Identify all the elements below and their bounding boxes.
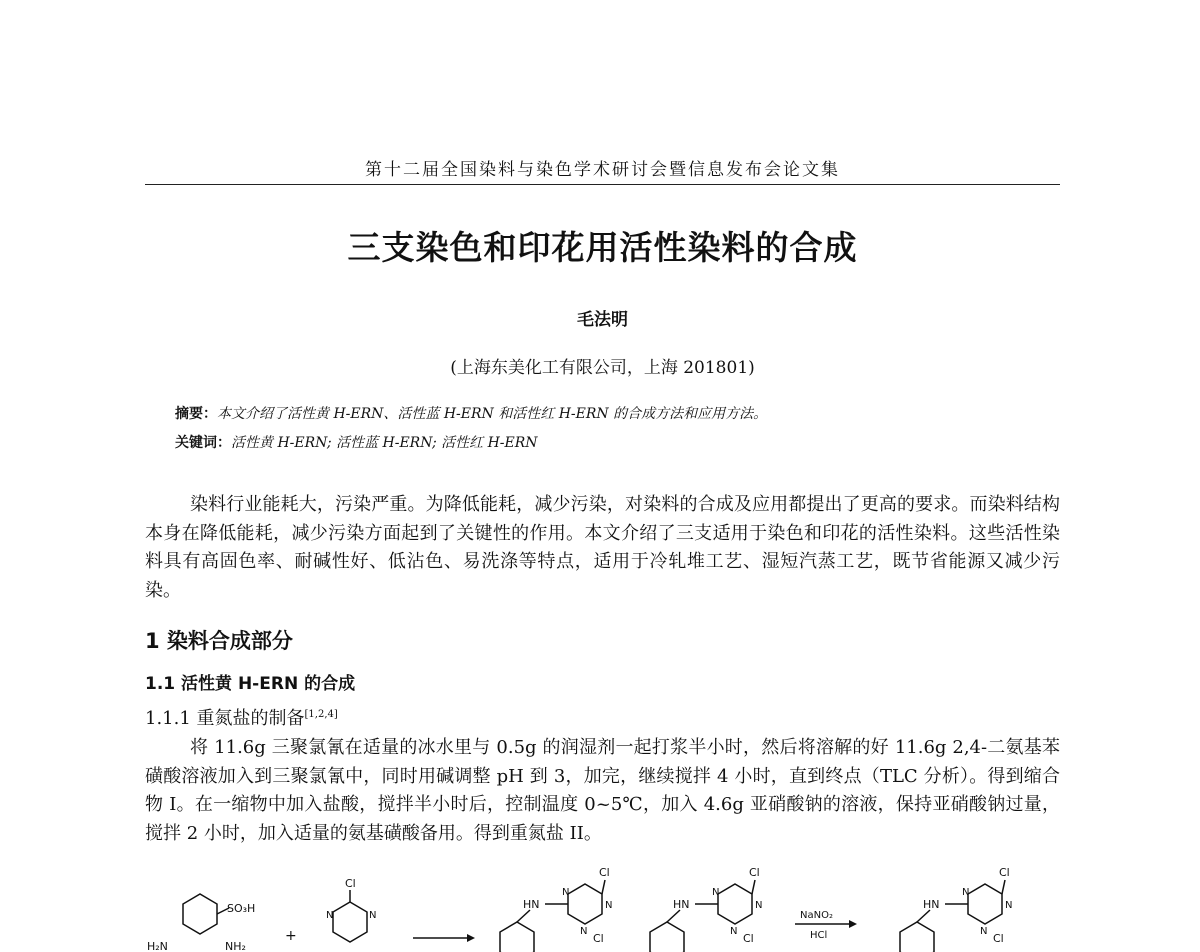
hn-label-1: HN (523, 898, 540, 911)
condensate-2 (650, 880, 755, 952)
method-section (145, 734, 1060, 848)
hn-label-3: HN (923, 898, 940, 911)
nh2-label: NH₂ (225, 940, 246, 952)
cl-label-2: Cl (599, 866, 610, 879)
cl-label-4: Cl (749, 866, 760, 879)
abstract-label: 摘要： (175, 406, 217, 422)
n-label-4: N (605, 900, 613, 911)
n-label-11: N (980, 926, 988, 937)
nano2-label: NaNO₂ (800, 910, 833, 921)
h2n-label: H₂N (147, 940, 168, 952)
subsubsection-heading (145, 704, 338, 730)
abstract (175, 403, 767, 423)
condensate-1 (500, 880, 605, 952)
intro-paragraph: 染料行业能耗大，污染严重。为降低能耗，减少污染，对染料的合成及应用都提出了更高的要求。而染料结构本身在降低能耗，减少污染方面起到了关键性的作用。本文介绍了三支适用于染色和印花的活性染料。这些活性染料具有高固色率、耐碱性好、低沾色、易洗涤等特点，适用于冷轧堆工艺、湿短汽蒸工艺，既节省能源又减少污染。 (145, 494, 1060, 601)
n-label-7: N (755, 900, 763, 911)
cl-label-7: Cl (993, 932, 1004, 945)
n-label-6: N (712, 887, 720, 898)
cl-label-5: Cl (743, 932, 754, 945)
n-label-2: N (369, 910, 377, 921)
cl-label-6: Cl (999, 866, 1010, 879)
n-label-1: N (326, 910, 334, 921)
section-heading: 1 染料合成部分 (145, 629, 293, 653)
subsection-heading: 1.1 活性黄 H-ERN 的合成 (145, 674, 356, 694)
keywords-label: 关键词： (175, 435, 231, 451)
diazonium-product (900, 880, 1005, 952)
subsubsection-title: 1.1.1 重氮盐的制备 (145, 708, 305, 729)
author: 毛法明 (577, 310, 628, 330)
reaction-scheme (145, 862, 1065, 952)
n-label-3: N (562, 887, 570, 898)
keywords (175, 432, 538, 452)
n-label-8: N (730, 926, 738, 937)
n-label-9: N (962, 887, 970, 898)
cyanuric-chloride (333, 890, 367, 942)
running-head: 第十二届全国染料与染色学术研讨会暨信息发布会论文集 (365, 160, 840, 180)
hcl-label: HCl (810, 930, 828, 941)
abstract-text: 本文介绍了活性黄 H-ERN、活性蓝 H-ERN 和活性红 H-ERN 的合成方法和应用方法。 (217, 406, 768, 422)
affiliation: (上海东美化工有限公司，上海 201801) (450, 358, 755, 378)
keywords-text: 活性黄 H-ERN; 活性蓝 H-ERN; 活性红 H-ERN (231, 435, 538, 451)
cl-label-3: Cl (593, 932, 604, 945)
reaction-arrow-1-head (467, 934, 475, 942)
intro-section (145, 491, 1060, 605)
reaction-arrow-2-head (849, 920, 857, 928)
method-paragraph: 将 11.6g 三聚氯氰在适量的冰水里与 0.5g 的润湿剂一起打浆半小时，然后将溶解的好 11.6g 2,4-二氨基苯磺酸溶液加入到三聚氯氰中，同时用碱调整 pH 到 3，加完，继续搅拌 4 小时，直到终点（TLC 分析）。得到缩合物 I。在一缩物中加入盐酸，搅拌半小时后，控制温度 0~5℃，加入 4.6g 亚硝酸钠的溶液，保持亚硝酸钠过量，搅拌 2 小时，加入适量的氨基磺酸备用。得到重氮盐 II。 (145, 737, 1060, 844)
citation-refs: [1,2,4] (304, 709, 338, 720)
n-label-5: N (580, 926, 588, 937)
header-rule (145, 184, 1060, 185)
hn-label-2: HN (673, 898, 690, 911)
diaminobenzenesulfonic-acid (183, 894, 217, 934)
so3h-label: SO₃H (227, 902, 256, 915)
cl-label-1: Cl (345, 877, 356, 890)
paper-title: 三支染色和印花用活性染料的合成 (347, 228, 858, 267)
n-label-10: N (1005, 900, 1013, 911)
plus-sign: + (285, 928, 297, 944)
